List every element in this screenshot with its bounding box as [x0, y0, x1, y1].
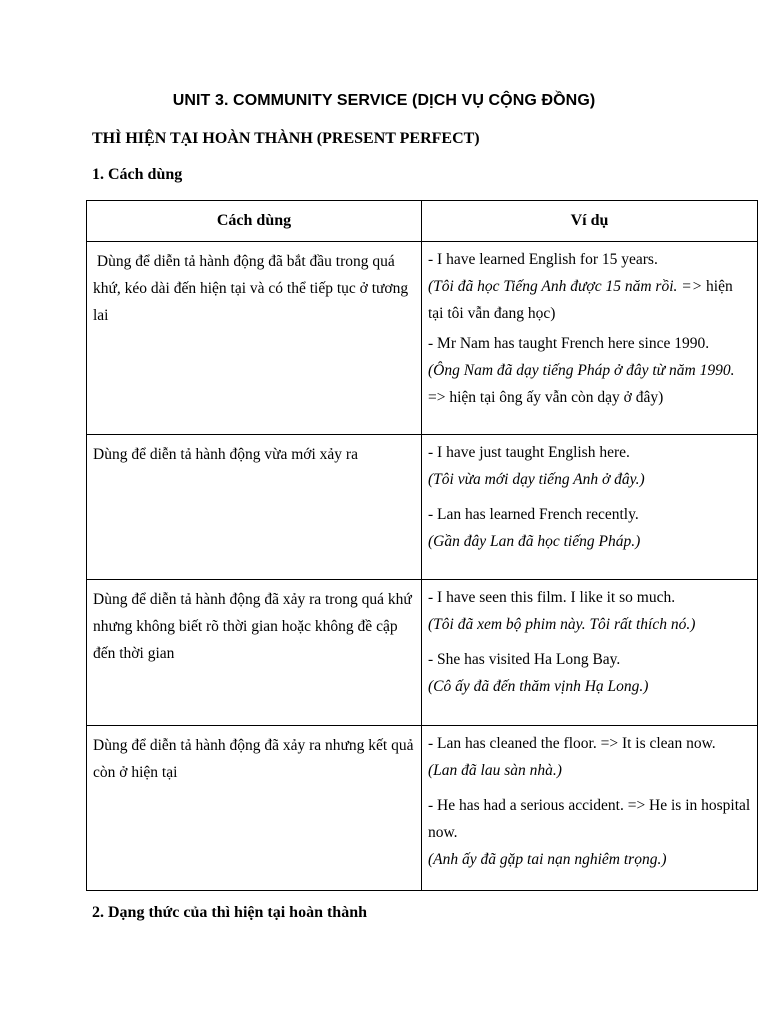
example-vietnamese: (Tôi vừa mới dạy tiếng Anh ở đây.) [428, 471, 645, 488]
example-vietnamese: (Gần đây Lan đã học tiếng Pháp.) [428, 533, 641, 550]
table-row [87, 726, 758, 891]
table-header-row [87, 201, 758, 242]
example-vietnamese: (Tôi đã học Tiếng Anh được 15 năm rồi. => hiện tại tôi vẫn đang học) [428, 278, 733, 322]
usage-cell [87, 435, 422, 580]
example-cell [422, 726, 758, 891]
example-english: - I have just taught English here. [428, 444, 630, 461]
example-english: - Lan has learned French recently. [428, 506, 639, 523]
example-english: - I have seen this film. I like it so much. [428, 589, 676, 606]
usage-text: Dùng để diễn tả hành động đã bắt đầu trong quá khứ, kéo dài đến hiện tại và có thể tiếp tục ở tương lai [93, 253, 412, 324]
example-pair [428, 439, 751, 493]
example-vietnamese: (Ông Nam đã dạy tiếng Pháp ở đây từ năm 1990. => hiện tại ông ấy vẫn còn dạy ở đây) [428, 362, 735, 406]
example-vietnamese: (Cô ấy đã đến thăm vịnh Hạ Long.) [428, 678, 649, 695]
example-cell [422, 242, 758, 435]
table-row [87, 242, 758, 435]
example-english: - Mr Nam has taught French here since 1990. [428, 335, 710, 352]
heading-usage: 1. Cách dùng [92, 166, 183, 183]
table-row [87, 435, 758, 580]
heading-form: 2. Dạng thức của thì hiện tại hoàn thành [92, 904, 367, 921]
example-english: - She has visited Ha Long Bay. [428, 651, 621, 668]
usage-cell [87, 580, 422, 726]
header-example: Ví dụ [422, 201, 758, 242]
example-pair [428, 730, 751, 784]
header-usage: Cách dùng [87, 201, 422, 242]
example-vietnamese: (Tôi đã xem bộ phim này. Tôi rất thích nó.) [428, 616, 696, 633]
example-english: - He has had a serious accident. => He is in hospital now. [428, 797, 751, 841]
example-vietnamese: (Lan đã lau sàn nhà.) [428, 762, 562, 779]
usage-cell [87, 726, 422, 891]
example-pair [428, 246, 751, 327]
usage-table [86, 200, 758, 891]
table-row [87, 580, 758, 726]
example-pair [428, 584, 751, 638]
section-title: THÌ HIỆN TẠI HOÀN THÀNH (PRESENT PERFECT) [92, 130, 480, 147]
example-pair [428, 330, 751, 411]
example-english: - I have learned English for 15 years. [428, 251, 658, 268]
usage-text: Dùng để diễn tả hành động đã xảy ra nhưng kết quả còn ở hiện tại [93, 737, 414, 781]
example-cell [422, 435, 758, 580]
example-pair [428, 501, 751, 555]
usage-text: Dùng để diễn tả hành động vừa mới xảy ra [93, 446, 358, 463]
example-cell [422, 580, 758, 726]
example-pair [428, 792, 751, 873]
unit-title: UNIT 3. COMMUNITY SERVICE (DỊCH VỤ CỘNG ĐỒNG) [172, 92, 596, 109]
usage-text: Dùng để diễn tả hành động đã xảy ra trong quá khứ nhưng không biết rõ thời gian hoặc không đề cập đến thời gian [93, 591, 412, 662]
usage-cell [87, 242, 422, 435]
example-pair [428, 646, 751, 700]
example-english: - Lan has cleaned the floor. => It is clean now. [428, 735, 716, 752]
example-vietnamese: (Anh ấy đã gặp tai nạn nghiêm trọng.) [428, 851, 667, 868]
